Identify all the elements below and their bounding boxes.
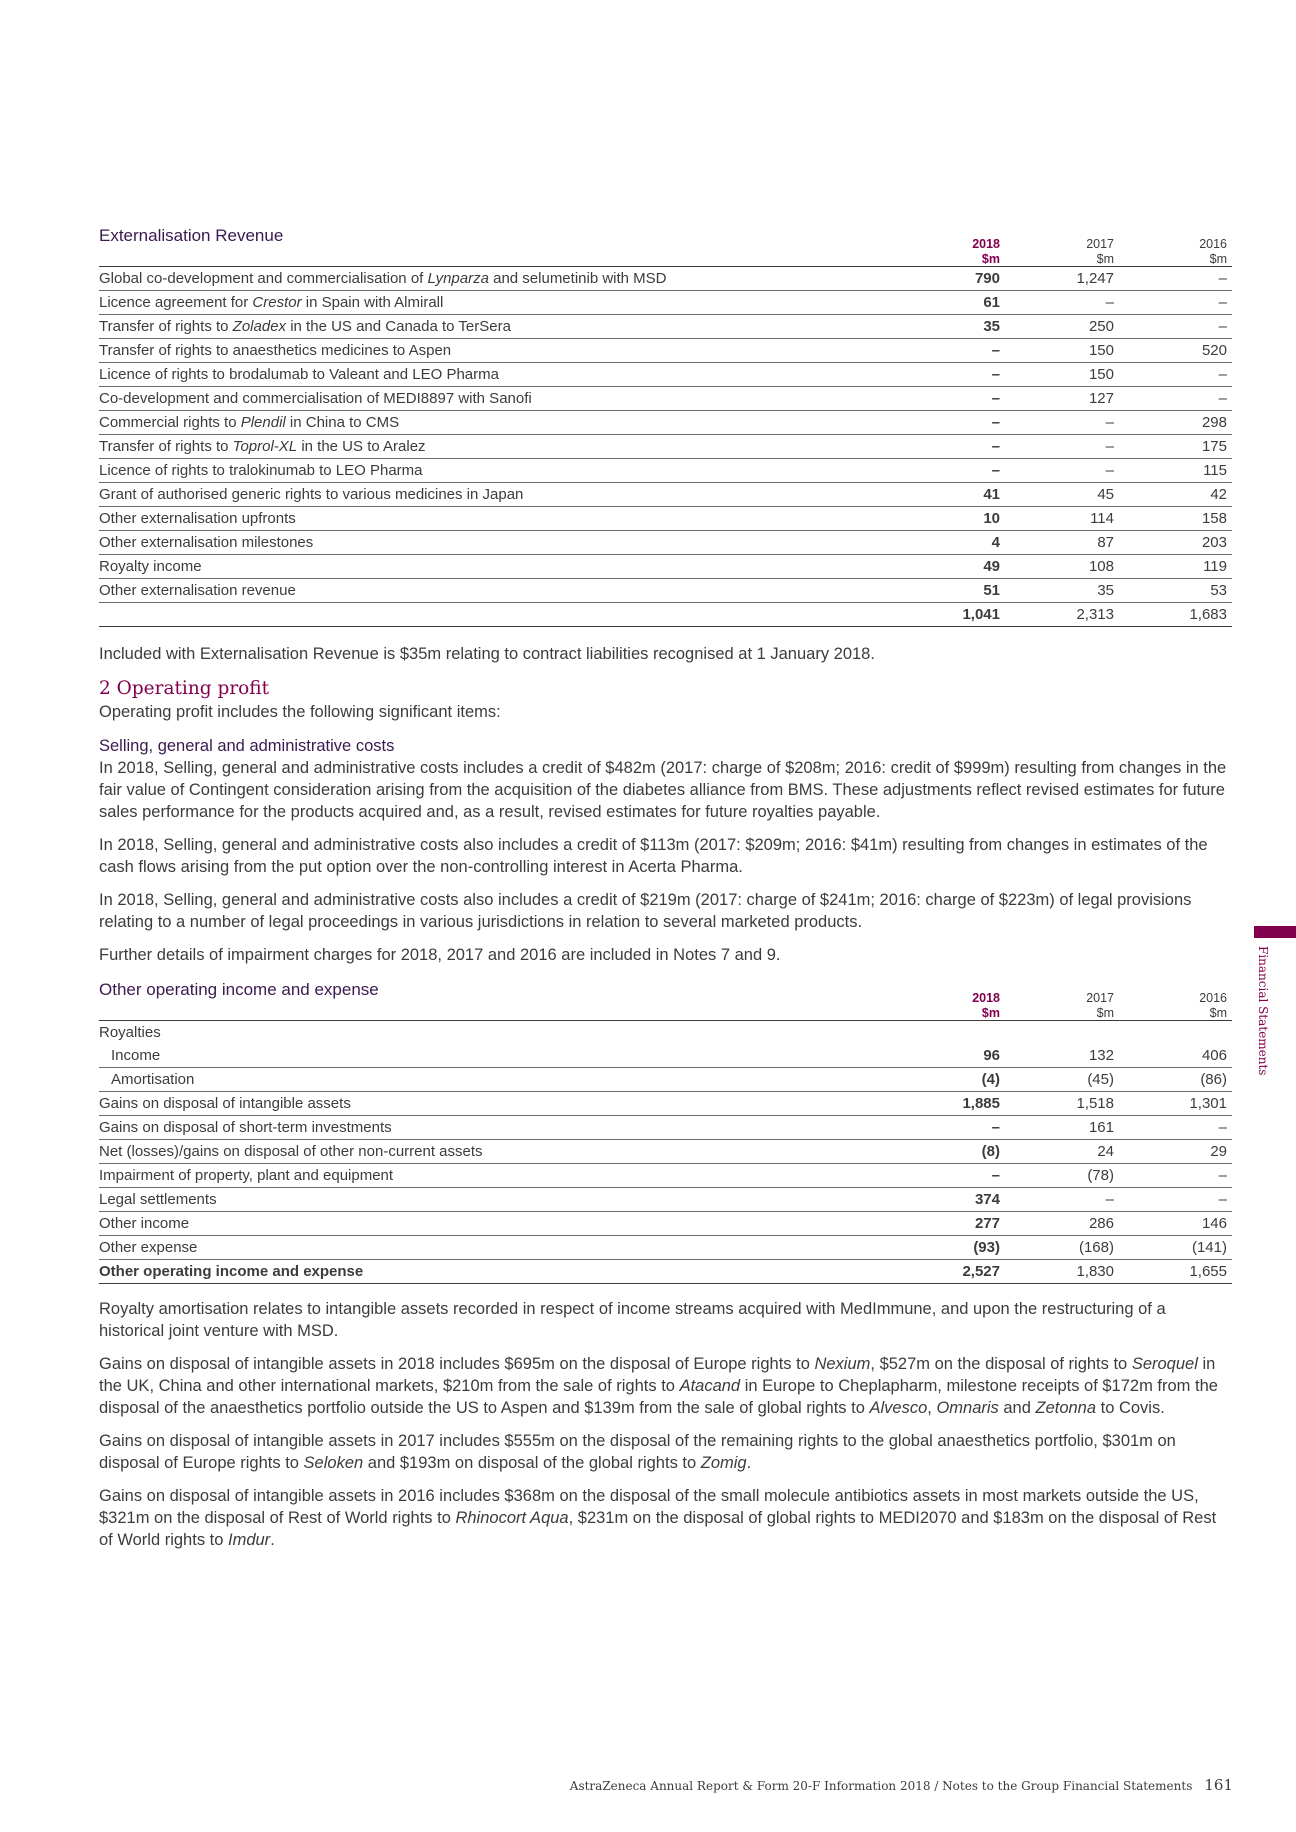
table-row [99,555,1232,579]
row-label: Amortisation [99,1068,880,1092]
value-2016: 520 [1122,339,1232,363]
table-row [99,1021,1232,1045]
row-label: Legal settlements [99,1188,880,1212]
value-2018: 35 [880,315,1008,339]
ext-col-2017: 2017 $m [1086,237,1114,266]
table-row [99,291,1232,315]
total-2017: 1,830 [1008,1260,1122,1284]
row-label: Gains on disposal of short-term investments [99,1116,880,1140]
value-2018: – [880,387,1008,411]
ooi-table [99,1020,1232,1284]
value-2016: – [1122,291,1232,315]
value-2018: 61 [880,291,1008,315]
value-2017: 161 [1008,1116,1122,1140]
table-row [99,1044,1232,1068]
royalties-label: Royalties [99,1021,880,1045]
value-2017: 1,518 [1008,1092,1122,1116]
ext-col-2016: 2016 $m [1199,237,1227,266]
table-row [99,1164,1232,1188]
table-row [99,363,1232,387]
sga-paragraph-2: In 2018, Selling, general and administrative costs also includes a credit of $113m (2017: $209m; 2016: $41m) resulting from changes in estimates of the cash flows arising from the put option over the non-controlling interest in Acerta Pharma. [99,836,1208,876]
side-section-label: Financial Statements [1256,946,1270,1076]
total-2016: 1,655 [1122,1260,1232,1284]
table-row [99,483,1232,507]
page-footer [570,1776,1233,1794]
value-2016: (141) [1122,1236,1232,1260]
value-2016: (86) [1122,1068,1232,1092]
value-2016: – [1122,363,1232,387]
ooi-table-title: Other operating income and expense [99,980,379,999]
row-label: Licence of rights to brodalumab to Valeant and LEO Pharma [99,363,880,387]
table-row [99,579,1232,603]
value-2017: (45) [1008,1068,1122,1092]
value-2017: 45 [1008,483,1122,507]
sga-paragraph-4: Further details of impairment charges for 2018, 2017 and 2016 are included in Notes 7 and 9. [99,946,781,964]
row-label: Co-development and commercialisation of MEDI8897 with Sanofi [99,387,880,411]
ooi-col-2016: 2016 $m [1199,991,1227,1020]
value-2018: 51 [880,579,1008,603]
row-label: Grant of authorised generic rights to various medicines in Japan [99,483,880,507]
table-row [99,1236,1232,1260]
value-2018: 1,885 [880,1092,1008,1116]
gains-2017-note: Gains on disposal of intangible assets in 2017 includes $555m on the disposal of the remaining rights to the global anaesthetics portfolio, $301m on disposal of Europe rights to Seloken and $193m on disposal of the global rights to Zomig. [99,1432,1176,1472]
ext-revenue-table [99,266,1232,627]
row-label: Commercial rights to Plendil in China to CMS [99,411,880,435]
value-2017: 108 [1008,555,1122,579]
value-2017: 114 [1008,507,1122,531]
value-2016: – [1122,1164,1232,1188]
table-row [99,1212,1232,1236]
value-2017: 286 [1008,1212,1122,1236]
value-2016: – [1122,267,1232,291]
section-tab-marker [1254,926,1296,938]
row-label: Transfer of rights to Zoladex in the US and Canada to TerSera [99,315,880,339]
row-label: Other expense [99,1236,880,1260]
value-2017: – [1008,459,1122,483]
value-2018: 10 [880,507,1008,531]
value-2017: 35 [1008,579,1122,603]
royalty-amortisation-note: Royalty amortisation relates to intangible assets recorded in respect of income streams acquired with MedImmune, and upon the restructuring of a historical joint venture with MSD. [99,1300,1166,1340]
row-label: Other externalisation milestones [99,531,880,555]
value-2017: (78) [1008,1164,1122,1188]
value-2017: – [1008,411,1122,435]
row-label: Transfer of rights to Toprol-XL in the US to Aralez [99,435,880,459]
footer-text: AstraZeneca Annual Report & Form 20-F Information 2018 / Notes to the Group Financial Statements [569,1779,1193,1793]
value-2016: 203 [1122,531,1232,555]
value-2017: (168) [1008,1236,1122,1260]
value-2018: 790 [880,267,1008,291]
total-2018: 2,527 [880,1260,1008,1284]
value-2017: 132 [1088,1047,1114,1064]
value-2016: 29 [1122,1140,1232,1164]
total-2016: 1,683 [1122,603,1232,627]
total-row [99,1260,1232,1284]
section-intro: Operating profit includes the following significant items: [99,703,501,721]
ooi-col-2017: 2017 $m [1086,991,1114,1020]
value-2017: – [1008,1188,1122,1212]
row-label: Impairment of property, plant and equipment [99,1164,880,1188]
table-row [99,1092,1232,1116]
value-2016: 158 [1122,507,1232,531]
value-2018: – [880,1164,1008,1188]
page-content [99,222,1232,1551]
table-row [99,1140,1232,1164]
value-2018: – [880,363,1008,387]
value-2017: 24 [1008,1140,1122,1164]
table-row [99,1188,1232,1212]
value-2016: – [1122,1188,1232,1212]
value-2018: 41 [880,483,1008,507]
row-label: Royalty income [99,555,880,579]
value-2018: (8) [880,1140,1008,1164]
total-label: Other operating income and expense [99,1260,880,1284]
value-2018: (93) [880,1236,1008,1260]
table-row [99,315,1232,339]
gains-2016-note: Gains on disposal of intangible assets in 2016 includes $368m on the disposal of the small molecule antibiotics assets in most markets outside the US, $321m on the disposal of Rest of World rights to Rhinocort Aqua, $231m on the disposal of global rights to MEDI2070 and $183m on the disposal of Rest of World rights to Imdur. [99,1487,1217,1549]
value-2018: – [880,339,1008,363]
value-2018: 277 [880,1212,1008,1236]
value-2018: 4 [880,531,1008,555]
value-2016: – [1122,315,1232,339]
total-2017: 2,313 [1008,603,1122,627]
value-2016: 42 [1122,483,1232,507]
value-2016: 1,301 [1122,1092,1232,1116]
table-row [99,1116,1232,1140]
row-label: Licence agreement for Crestor in Spain with Almirall [99,291,880,315]
value-2016: 298 [1122,411,1232,435]
row-label: Income [111,1047,161,1064]
value-2018: – [880,1116,1008,1140]
value-2017: 87 [1008,531,1122,555]
value-2016: 406 [1201,1047,1227,1064]
row-label: Licence of rights to tralokinumab to LEO Pharma [99,459,880,483]
table-row [99,1068,1232,1092]
ooi-col-2018: 2018 $m [972,991,1000,1020]
value-2018: 49 [880,555,1008,579]
table-row [99,459,1232,483]
total-label [99,603,880,627]
table-row [99,411,1232,435]
row-label: Transfer of rights to anaesthetics medicines to Aspen [99,339,880,363]
value-2016: – [1122,387,1232,411]
section-heading-operating-profit: 2 Operating profit [99,678,270,699]
value-2016: – [1122,1116,1232,1140]
row-label: Gains on disposal of intangible assets [99,1092,880,1116]
table-row [99,507,1232,531]
value-2017: – [1008,435,1122,459]
table-row [99,435,1232,459]
total-2018: 1,041 [880,603,1008,627]
table-row [99,531,1232,555]
total-row [99,603,1232,627]
sga-paragraph-3: In 2018, Selling, general and administrative costs also includes a credit of $219m (2017: charge of $241m; 2016: charge of $223m) of legal provisions relating to a number of legal proceedings in various jurisdictions in relation to several marketed products. [99,891,1192,931]
ext-table-header [99,222,1232,266]
row-label: Global co-development and commercialisation of Lynparza and selumetinib with MSD [99,267,880,291]
row-label: Other income [99,1212,880,1236]
sga-paragraph-1: In 2018, Selling, general and administrative costs includes a credit of $482m (2017: charge of $208m; 2016: credit of $999m) resulting from changes in the fair value of Contingent consideration arising from the acquisition of the diabetes alliance from BMS. These adjustments reflect revised estimates for future sales performance for the products acquired and, as a result, revised estimates for future royalties payable. [99,759,1227,821]
value-2017: 250 [1008,315,1122,339]
value-2016: 53 [1122,579,1232,603]
ext-col-2018: 2018 $m [972,237,1000,266]
ooi-table-header [99,976,1232,1020]
value-2018: 374 [880,1188,1008,1212]
row-label: Other externalisation upfronts [99,507,880,531]
row-label: Net (losses)/gains on disposal of other non-current assets [99,1140,880,1164]
value-2017: 127 [1008,387,1122,411]
table-row [99,339,1232,363]
row-label: Other externalisation revenue [99,579,880,603]
value-2017: 150 [1008,363,1122,387]
value-2018: – [880,435,1008,459]
sga-heading: Selling, general and administrative costs [99,737,395,755]
value-2018: 96 [983,1047,1000,1064]
value-2016: 175 [1122,435,1232,459]
ext-note: Included with Externalisation Revenue is $35m relating to contract liabilities recognised at 1 January 2018. [99,645,875,663]
ext-table-title: Externalisation Revenue [99,226,284,245]
value-2018: – [880,459,1008,483]
value-2016: 146 [1122,1212,1232,1236]
gains-2018-note: Gains on disposal of intangible assets in 2018 includes $695m on the disposal of Europe rights to Nexium, $527m on the disposal of rights to Seroquel in the UK, China and other international markets, $210m from the sale of rights to Atacand in Europe to Cheplapharm, milestone receipts of $172m from the disposal of the anaesthetics portfolio outside the US to Aspen and $139m from the sale of global rights to Alvesco, Omnaris and Zetonna to Covis. [99,1355,1218,1417]
table-row [99,387,1232,411]
page-number: 161 [1204,1776,1233,1794]
value-2018: – [880,411,1008,435]
value-2016: 115 [1122,459,1232,483]
value-2017: – [1008,291,1122,315]
value-2017: 1,247 [1008,267,1122,291]
value-2016: 119 [1122,555,1232,579]
value-2018: (4) [880,1068,1008,1092]
value-2017: 150 [1008,339,1122,363]
table-row [99,267,1232,291]
